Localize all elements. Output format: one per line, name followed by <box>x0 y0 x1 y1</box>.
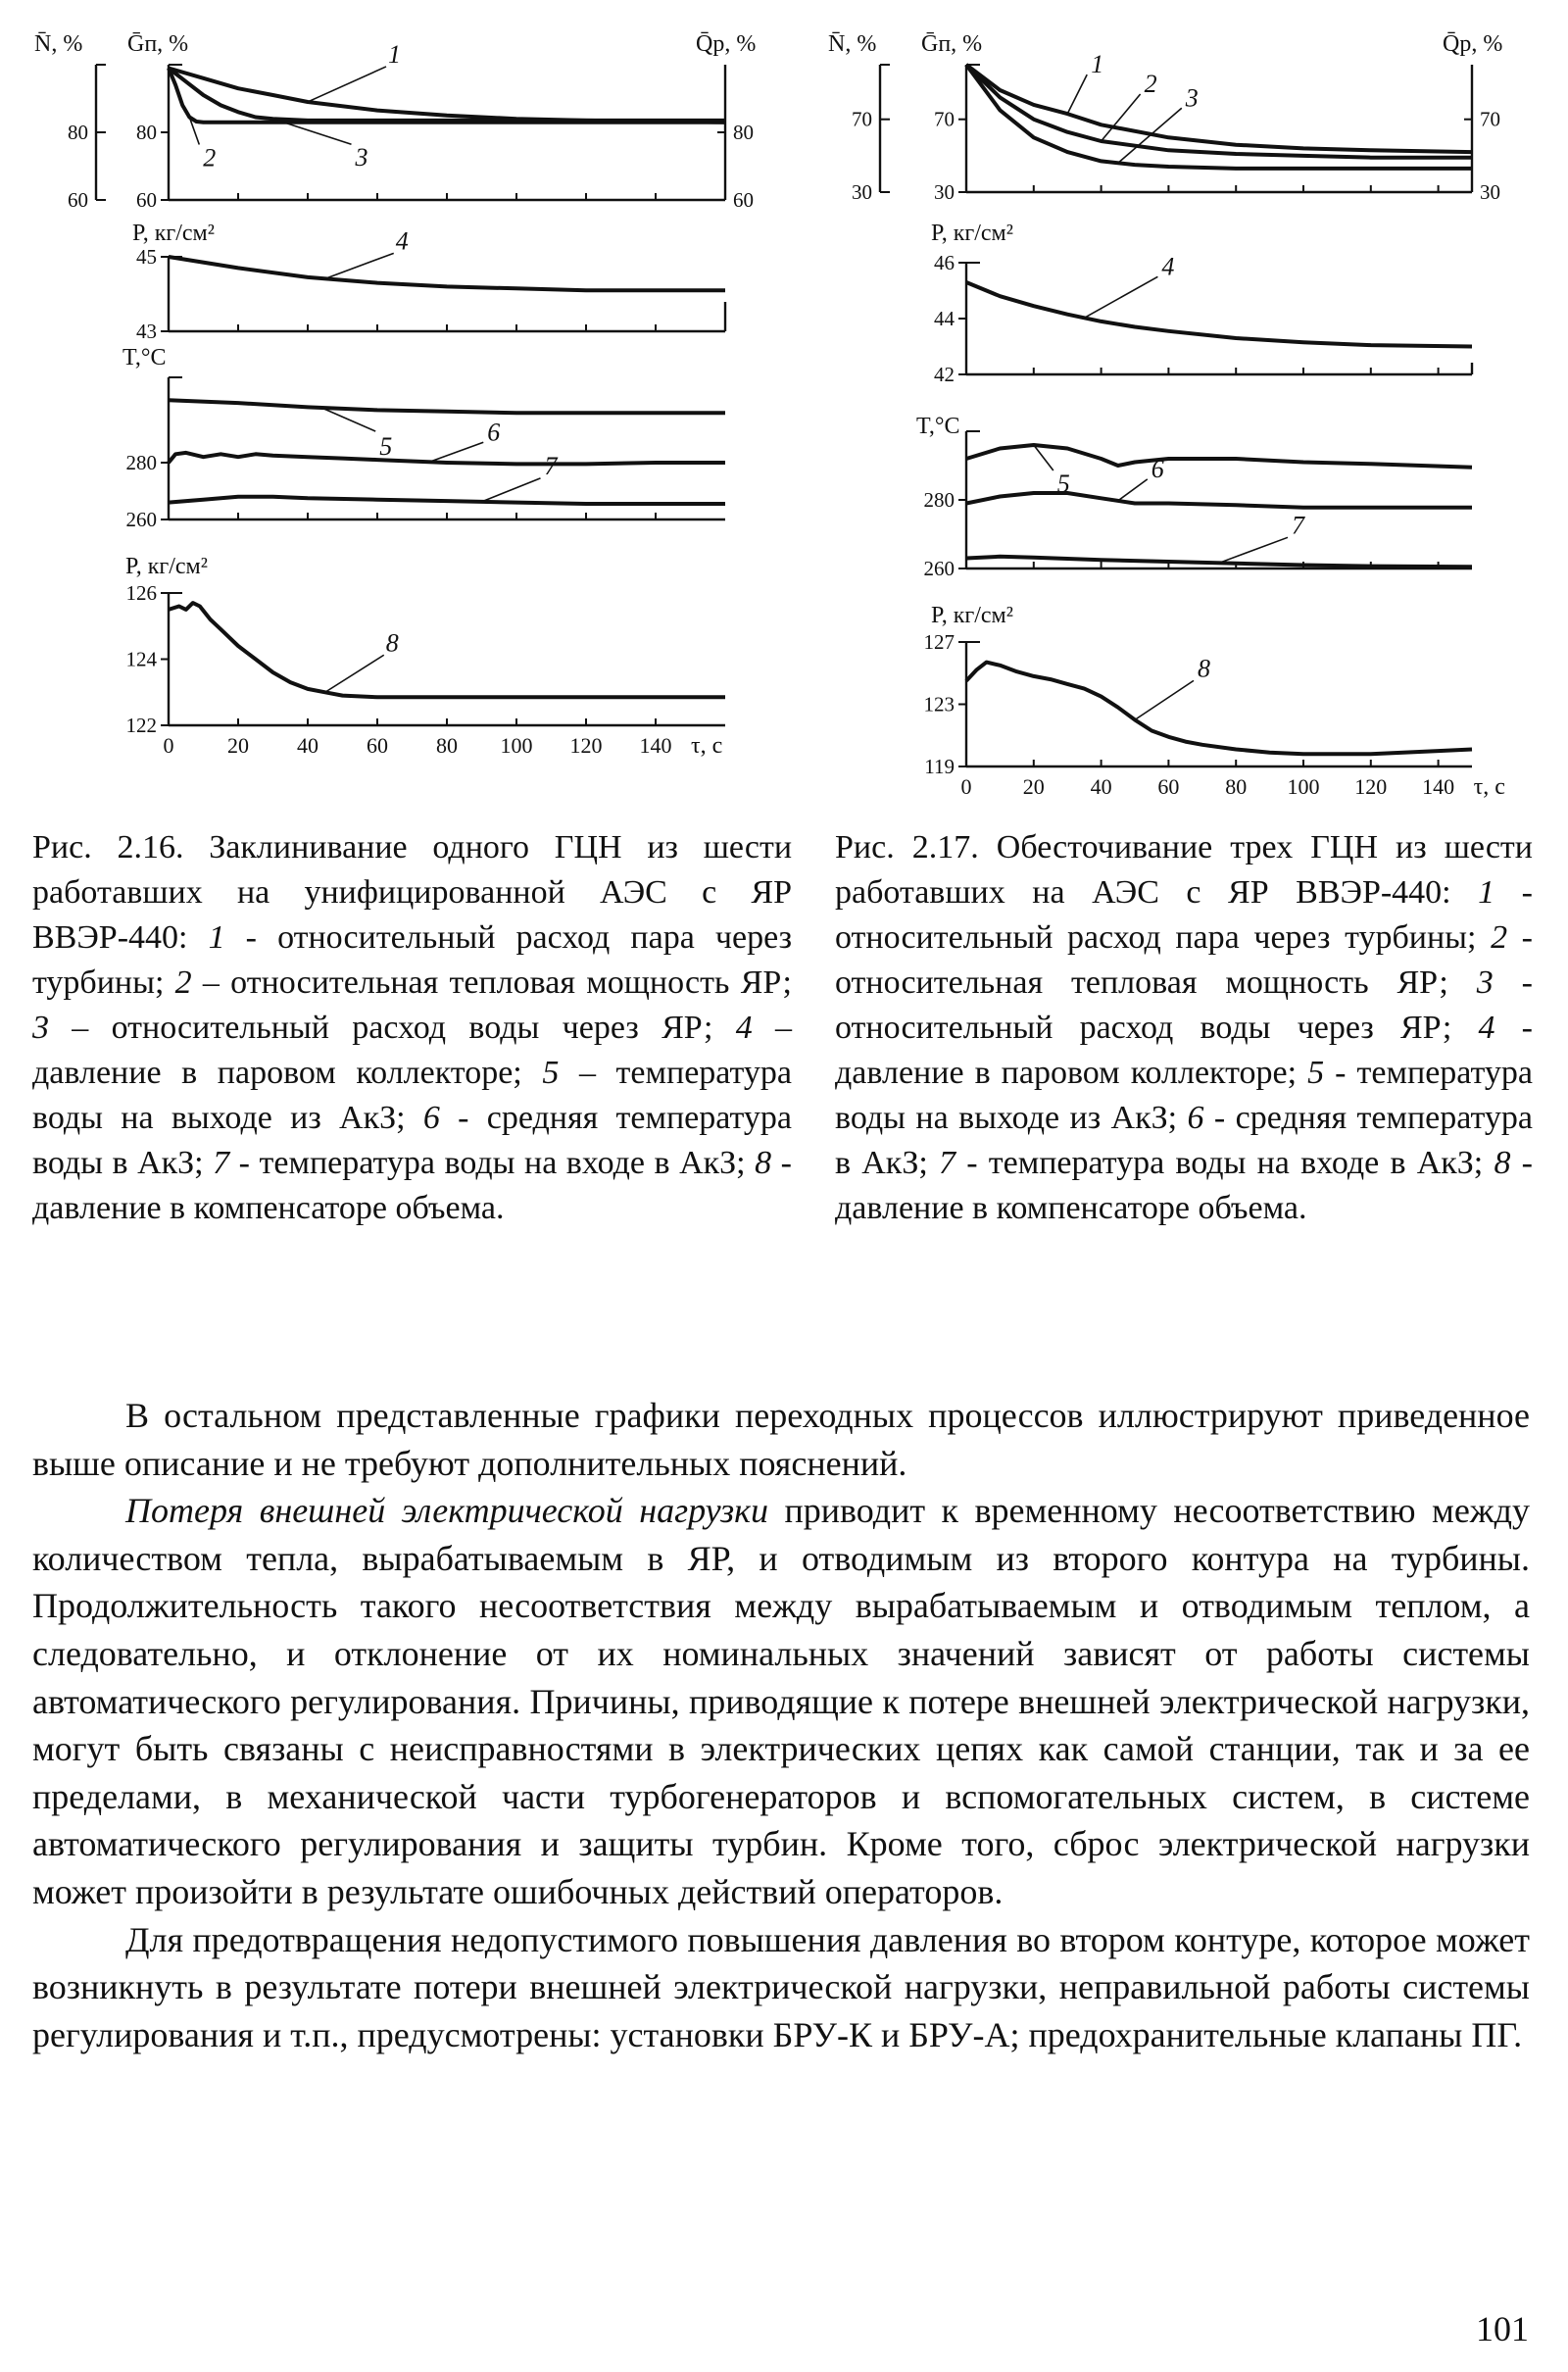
curve-number: 1 <box>208 919 225 956</box>
y-tick-label: 127 <box>923 630 955 654</box>
x-tick-label: 40 <box>297 733 318 758</box>
curve-number: 8 <box>755 1145 772 1181</box>
figure-2-16-chart <box>34 0 784 765</box>
caption-text: - относительный расход воды через ЯР; <box>835 964 1533 1046</box>
figure-2-17-caption <box>835 825 1533 1231</box>
curve-3-label: 3 <box>1185 83 1199 113</box>
caption-text: – давление в паровом коллекторе; <box>32 1010 793 1091</box>
curve-number: 3 <box>32 1010 49 1046</box>
y-tick-label: 280 <box>125 451 157 474</box>
y-tick-label: 80 <box>136 121 157 144</box>
y-axis-label: P, кг/см² <box>125 554 208 579</box>
y-axis-label: P, кг/см² <box>132 221 215 246</box>
caption-text: - относительная тепловая мощность ЯР; <box>835 919 1534 1001</box>
caption-text: – температура воды на выходе из АкЗ; <box>32 1055 792 1136</box>
curve-8-leader <box>325 655 384 692</box>
caption-text: - температура воды на входе в АкЗ; <box>229 1145 756 1181</box>
paragraph-2-term: Потеря внешней электрической нагрузки <box>125 1491 769 1531</box>
caption-prefix: Рис. 2.17. <box>835 829 979 865</box>
caption-text: - давление в компенсаторе объема. <box>32 1145 792 1226</box>
figure-2-16-caption <box>32 825 792 1231</box>
curve-5-label: 5 <box>379 432 393 462</box>
paragraph-2 <box>32 1487 1530 1915</box>
y-tick-label: 260 <box>125 508 157 531</box>
curve-6-leader <box>429 442 483 462</box>
caption-text: - давление в компенсаторе объема. <box>835 1145 1533 1226</box>
y-tick-label: 126 <box>125 581 157 605</box>
x-tick-label: 120 <box>569 733 603 758</box>
x-axis-label: τ, c <box>1473 774 1505 800</box>
curve-number: 8 <box>1494 1145 1511 1181</box>
curve-6-label: 6 <box>1151 454 1164 483</box>
curve-3-leader <box>1118 108 1182 163</box>
right-y-tick-label: 30 <box>1480 180 1500 204</box>
x-tick-label: 140 <box>639 733 672 758</box>
curve-4-leader <box>325 253 394 278</box>
figure-2-17-chart <box>823 0 1539 804</box>
curve-6 <box>966 493 1472 508</box>
curve-number: 7 <box>939 1145 956 1181</box>
curve-5 <box>169 400 725 413</box>
curve-1-leader <box>308 67 386 102</box>
curve-7-label: 7 <box>544 451 558 480</box>
curve-2-label: 2 <box>1144 70 1157 98</box>
curve-8 <box>966 663 1472 755</box>
curve-number: 5 <box>1307 1055 1325 1091</box>
x-tick-label: 140 <box>1422 774 1455 799</box>
right-y-tick-label: 80 <box>733 121 754 144</box>
y-tick-label: 42 <box>934 363 955 386</box>
y-axis-label: N̄, % <box>34 31 83 57</box>
curve-2-leader <box>1102 94 1141 141</box>
paragraph-2-text: приводит к временному несоответствию между количеством тепла, вырабатываемым в ЯР, и отводимым из второго контура на турбины. Продолжительность такого несоответствия между вырабатываемым и отводимым теплом, а следовательно, и отклонение от их номинальных значений зависят от работы системы автоматического регулирования. Причины, приводящие к потере внешней электрической нагрузки, могут быть связаны с неисправностями в электрических цепях как самой станции, так и за ее пределами, в механической части турбогенераторов и вспомогательных систем, в системе автоматического регулирования и защиты турбин. Кроме того, сброс электрической нагрузки может произойти в результате ошибочных действий операторов. <box>32 1491 1530 1911</box>
curve-number: 4 <box>1478 1010 1495 1046</box>
y-axis-label: P, кг/см² <box>931 603 1013 628</box>
curve-8-leader <box>1135 680 1194 719</box>
curve-3-label: 3 <box>355 143 368 173</box>
figure-2-17 <box>823 0 1539 804</box>
paragraph-3: Для предотвращения недопустимого повышения давления во втором контуре, которое может возникнуть в результате потери внешней электрической нагрузки, неправильной работы системы регулирования и т.п., предусмотрены: установки БРУ-К и БРУ-А; предохранительные клапаны ПГ. <box>32 1919 1530 2054</box>
curve-7 <box>169 497 725 504</box>
y-tick-label: 123 <box>923 692 955 717</box>
x-tick-label: 100 <box>1287 774 1320 799</box>
curve-3 <box>169 69 725 121</box>
right-y-tick-label: 70 <box>1480 107 1500 131</box>
y-tick-label: 30 <box>934 180 955 204</box>
curve-number: 6 <box>422 1100 440 1136</box>
curve-6-leader <box>1118 479 1148 501</box>
curve-6-label: 6 <box>487 418 501 447</box>
curve-7-leader <box>1219 537 1288 563</box>
y-tick-label: 43 <box>136 320 157 343</box>
caption-text: - относительный расход пара через турбины; <box>835 874 1534 956</box>
page-number: 101 <box>1476 2309 1529 2348</box>
right-axis-label: Q̄р, % <box>696 31 757 57</box>
x-axis-label: τ, c <box>691 733 723 759</box>
y-axis-label: Ḡп, % <box>921 31 983 57</box>
caption-text: - температура воды на выходе из АкЗ; <box>835 1055 1533 1136</box>
outer-y-tick-label: 30 <box>852 180 872 204</box>
curve-number: 4 <box>735 1010 753 1046</box>
curve-8-label: 8 <box>385 628 399 658</box>
curve-7 <box>966 557 1472 568</box>
x-tick-label: 60 <box>1157 774 1180 799</box>
right-axis-label: Q̄р, % <box>1443 31 1503 57</box>
caption-text: - средняя температура воды в АкЗ; <box>32 1100 792 1181</box>
y-tick-label: 44 <box>934 307 955 330</box>
x-tick-label: 20 <box>227 733 249 758</box>
caption-text: - средняя температура в АкЗ; <box>835 1100 1533 1181</box>
curve-1-label: 1 <box>388 39 401 69</box>
paragraph-1: В остальном представленные графики переходных процессов иллюстрируют приведенное выше описание и не требуют дополнительных пояснений. <box>32 1396 1530 1483</box>
x-tick-label: 20 <box>1022 774 1045 799</box>
y-tick-label: 122 <box>125 714 157 737</box>
curve-4-label: 4 <box>1161 252 1175 281</box>
curve-4-label: 4 <box>395 226 409 256</box>
curve-1-label: 1 <box>1091 50 1104 79</box>
x-tick-label: 120 <box>1354 774 1388 799</box>
x-tick-label: 0 <box>960 774 972 799</box>
y-axis-label: P, кг/см² <box>931 221 1013 246</box>
curve-7-leader <box>482 478 541 502</box>
caption-prefix: Рис. 2.16. <box>32 829 184 865</box>
right-y-tick-label: 60 <box>733 188 754 212</box>
curve-4-leader <box>1084 276 1157 318</box>
y-tick-label: 119 <box>924 755 955 778</box>
caption-text: Обесточивание трех ГЦН из шести работавших на АЭС с ЯР ВВЭР-440: <box>835 829 1533 911</box>
y-tick-label: 60 <box>136 188 157 212</box>
y-tick-label: 124 <box>125 647 157 671</box>
x-tick-label: 60 <box>367 733 388 758</box>
caption-text: – относительная тепловая мощность ЯР; <box>191 964 792 1001</box>
curve-number: 5 <box>542 1055 560 1091</box>
x-tick-label: 0 <box>163 733 174 758</box>
curve-number: 1 <box>1478 874 1495 911</box>
x-tick-label: 80 <box>436 733 458 758</box>
curve-1 <box>966 65 1472 152</box>
y-axis-label: N̄, % <box>828 31 877 57</box>
y-tick-label: 45 <box>136 245 157 269</box>
y-tick-label: 260 <box>923 557 955 580</box>
curve-6 <box>169 453 725 465</box>
caption-text: - температура воды на входе в АкЗ; <box>956 1145 1494 1181</box>
curve-number: 3 <box>1476 964 1494 1001</box>
caption-text: - давление в паровом коллекторе; <box>835 1010 1533 1091</box>
curve-5-label: 5 <box>1056 469 1070 498</box>
curve-8-label: 8 <box>1198 654 1210 683</box>
curve-8 <box>169 603 725 697</box>
x-tick-label: 40 <box>1090 774 1112 799</box>
curve-2-label: 2 <box>203 143 217 173</box>
caption-text: – относительный расход воды через ЯР; <box>49 1010 736 1046</box>
curve-number: 2 <box>174 964 192 1001</box>
x-tick-label: 80 <box>1225 774 1248 799</box>
curve-number: 2 <box>1491 919 1508 956</box>
y-tick-label: 70 <box>934 107 955 131</box>
figure-2-16 <box>34 0 784 765</box>
caption-text: Заклинивание одного ГЦН из шести работавших на унифицированной АЭС с ЯР ВВЭР-440: <box>32 829 793 956</box>
y-axis-label: T,°C <box>916 414 960 439</box>
curve-number: 7 <box>213 1145 230 1181</box>
y-axis-label: T,°C <box>122 345 167 371</box>
y-axis-label: Ḡп, % <box>127 31 189 57</box>
x-tick-label: 100 <box>500 733 533 758</box>
body-text <box>32 1392 1530 2058</box>
y-tick-label: 280 <box>923 488 955 512</box>
curve-number: 6 <box>1187 1100 1204 1136</box>
curve-5-leader <box>1034 445 1054 470</box>
y-tick-label: 46 <box>934 251 955 274</box>
curve-1-leader <box>1067 74 1087 114</box>
caption-text: - относительный расход пара через турбины; <box>32 919 792 1001</box>
curve-4 <box>169 257 725 290</box>
outer-y-tick-label: 70 <box>852 107 872 131</box>
outer-y-tick-label: 80 <box>68 121 88 144</box>
curve-4 <box>966 282 1472 347</box>
outer-y-tick-label: 60 <box>68 188 88 212</box>
curve-7-label: 7 <box>1292 511 1304 540</box>
